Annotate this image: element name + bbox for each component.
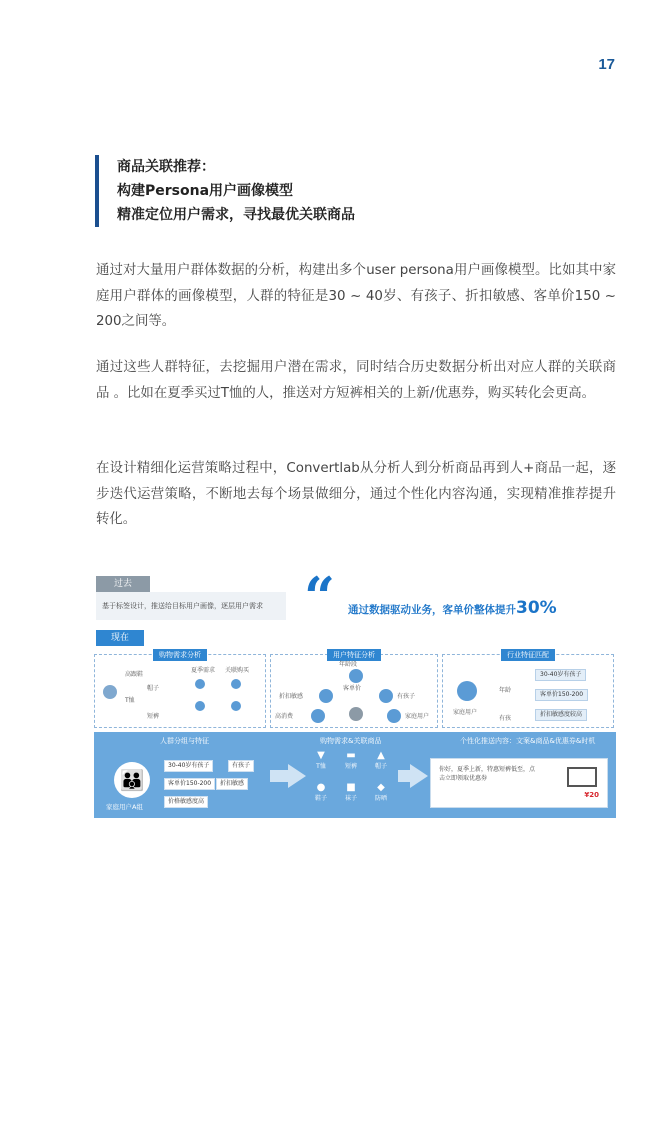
age-icon — [349, 669, 363, 683]
feature-tag: 价格敏感度高 — [164, 796, 208, 808]
panel3-user: 家庭用户 — [453, 709, 478, 716]
message-preview — [430, 758, 608, 808]
center-user-icon — [349, 707, 363, 721]
shorts-icon: ▬ — [346, 750, 356, 761]
panel2-item: 家庭用户 — [405, 713, 430, 720]
product-item — [308, 782, 334, 802]
family-icon — [387, 709, 401, 723]
quote-percent: 30% — [516, 598, 557, 618]
panel-industry-match — [442, 651, 614, 728]
panel2-item: 客单价 — [343, 685, 362, 692]
band-title-2: 购物需求&关联商品 — [320, 737, 382, 745]
panel3-pill: 客单价150-200 — [535, 689, 588, 701]
panel1-item: 高跟鞋 — [125, 671, 144, 678]
price-label: ¥20 — [584, 791, 599, 799]
product-label: 鞋子 — [314, 795, 327, 802]
sock-icon: ■ — [346, 782, 356, 793]
panel3-pill: 30-40岁有孩子 — [535, 669, 586, 681]
panel1-item: T恤 — [125, 697, 135, 704]
sunscreen-icon: ◆ — [377, 782, 385, 793]
panel-user-features — [270, 651, 438, 728]
panel3-pill: 折扣敏感度较高 — [535, 709, 587, 721]
product-label: 帽子 — [374, 763, 387, 770]
persona-figure — [94, 565, 616, 818]
past-description: 基于标签设计，推送给目标用户画像，逐层用户需求 — [96, 592, 286, 620]
product-item — [338, 782, 364, 802]
panel2-title: 用户特征分析 — [327, 649, 381, 661]
quote-text — [348, 598, 557, 618]
panel3-title: 行业特征匹配 — [501, 649, 555, 661]
panel2-item: 有孩子 — [397, 693, 416, 700]
paragraph-features: 通过这些人群特征，去挖掘用户潜在需求，同时结合历史数据分析出对应人群的关联商品 。比如在夏季买过T恤的人，推送对方短裤相关的上新/优惠券，购买转化会更高。 — [96, 360, 616, 401]
feature-tag: 折扣敏感 — [216, 778, 248, 790]
panel2-item: 高消费 — [275, 713, 294, 720]
panel1-item: 关联购买 — [225, 667, 250, 674]
panel2-item: 折扣敏感 — [279, 693, 304, 700]
product-item — [338, 750, 364, 770]
child-icon — [379, 689, 393, 703]
user-icon — [103, 685, 117, 699]
page-number: 17 — [598, 56, 615, 73]
panel1-item: 短裤 — [147, 713, 160, 720]
quote-icon: “ — [304, 565, 336, 629]
sock-icon — [231, 679, 241, 689]
product-label: T恤 — [316, 763, 326, 770]
panel1-item: 夏季需求 — [191, 667, 216, 674]
shoe-icon — [195, 701, 205, 711]
feature-tag: 有孩子 — [228, 760, 254, 772]
product-item — [308, 750, 334, 770]
heading-line-1: 商品关联推荐： — [117, 159, 215, 175]
tshirt-icon — [195, 679, 205, 689]
band-title-3: 个性化推送内容：文案&商品&优惠券&时机 — [460, 737, 596, 745]
tshirt-icon: ▼ — [317, 750, 325, 761]
panel3-side: 有孩 — [499, 715, 512, 722]
product-item — [368, 750, 394, 770]
spend-icon — [311, 709, 325, 723]
product-item — [368, 782, 394, 802]
paragraph-strategy: 在设计精细化运营策略过程中，Convertlab从分析人到分析商品再到人+商品一起，逐步迭代运营策略，不断地去每个场景做细分，通过个性化内容沟通，实现精准推荐提升转化。 — [96, 461, 616, 527]
panel1-title: 购物需求分析 — [153, 649, 207, 661]
panel1-item: 帽子 — [147, 685, 160, 692]
hat-icon: ▲ — [377, 750, 385, 761]
heading-line-3: 精准定位用户需求，寻找最优关联商品 — [117, 207, 355, 223]
product-label: 短裤 — [344, 763, 357, 770]
discount-icon — [319, 689, 333, 703]
family-icon: 👪 — [114, 762, 150, 798]
now-label: 现在 — [96, 630, 144, 646]
family-label: 家庭用户A组 — [106, 803, 143, 811]
panel3-side: 年龄 — [499, 687, 512, 694]
shoe-icon: ● — [316, 782, 326, 793]
product-label: 袜子 — [344, 795, 357, 802]
quote-body: 通过数据驱动业务，客单价整体提升 — [348, 604, 516, 616]
output-band — [94, 732, 616, 818]
feature-tag: 30-40岁有孩子 — [164, 760, 213, 772]
arrow-head-icon — [410, 764, 428, 788]
paragraph-persona: 通过对大量用户群体数据的分析，构建出多个user persona用户画像模型。比如其中家庭用户群体的画像模型，人群的特征是30 ~ 40岁、有孩子、折扣敏感、客单价150 ~ 200之间等。 — [96, 263, 616, 329]
arrow-right-icon — [270, 770, 290, 782]
sunscreen-icon — [231, 701, 241, 711]
shop-icon — [567, 767, 597, 787]
panel2-item: 年龄段 — [339, 661, 358, 668]
product-label: 防晒 — [374, 795, 387, 802]
message-text: 你好，夏季上新，特惠短裤低至，点击立即领取优惠券 — [439, 766, 536, 782]
panel-shopping-needs — [94, 651, 266, 728]
arrow-head-icon — [288, 764, 306, 788]
heading-line-2: 构建Persona用户画像模型 — [117, 183, 294, 199]
family-group-icon — [457, 681, 477, 701]
feature-tag: 客单价150-200 — [164, 778, 215, 790]
section-heading — [95, 155, 575, 227]
past-label: 过去 — [96, 576, 150, 592]
band-title-1: 人群分组与特征 — [160, 737, 209, 745]
